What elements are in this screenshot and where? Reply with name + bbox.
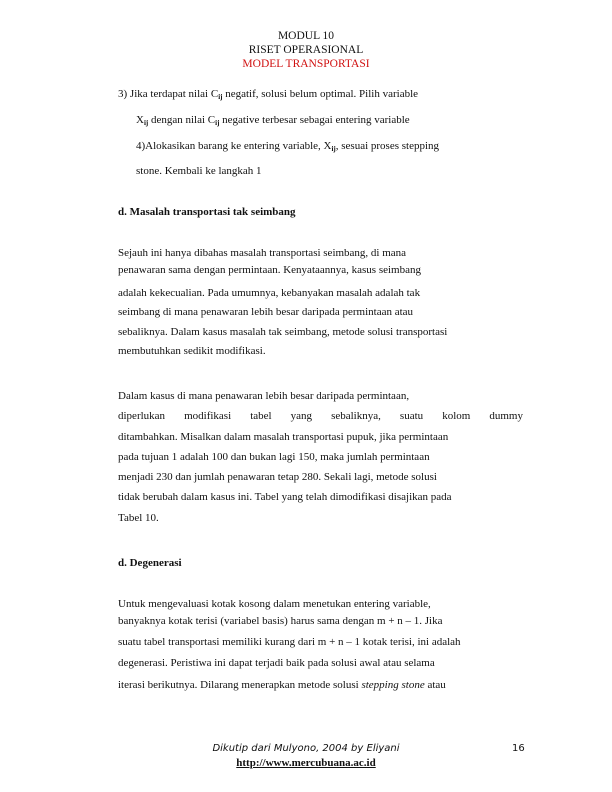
paragraph-line: degenerasi. Peristiwa ini dapat terjadi baik pada solusi awal atau selama (118, 657, 435, 669)
paragraph-line: Tabel 10. (118, 512, 159, 524)
footer-credit: Dikutip dari Mulyono, 2004 by Eliyani (212, 743, 400, 754)
paragraph-line: Sejauh ini hanya dibahas masalah transportasi seimbang, di mana (118, 247, 407, 259)
section-heading-degeneracy: d. Degenerasi (118, 557, 182, 569)
footer-url-link[interactable]: http://www.mercubuana.ac.id (236, 757, 376, 769)
step3-line1: 3) Jika terdapat nilai Cij negatif, solusi belum optimal. Pilih variable (118, 88, 419, 101)
paragraph-line: banyaknya kotak terisi (variabel basis) harus sama dengan m + n – 1. Jika (118, 615, 443, 627)
section-heading-unbalanced: d. Masalah transportasi tak seimbang (118, 206, 296, 218)
module-title: MODUL 10 (277, 30, 335, 42)
paragraph-line: Untuk mengevaluasi kotak kosong dalam menetukan entering variable, (118, 598, 431, 610)
course-title: RISET OPERASIONAL (248, 44, 364, 56)
paragraph-line: menjadi 230 dan jumlah penawaran tetap 280. Sekali lagi, metode solusi (118, 471, 437, 483)
paragraph-line: suatu tabel transportasi memiliki kurang dari m + n – 1 kotak terisi, ini adalah (118, 636, 461, 648)
paragraph-line: sebaliknya. Dalam kasus masalah tak seimbang, metode solusi transportasi (118, 326, 448, 338)
paragraph-line: tidak berubah dalam kasus ini. Tabel yang telah dimodifikasi disajikan pada (118, 491, 452, 503)
page-number: 16 (512, 743, 525, 754)
paragraph-line: seimbang di mana penawaran lebih besar daripada permintaan atau (118, 306, 414, 318)
paragraph-line: iterasi berikutnya. Dilarang menerapkan metode solusi stepping stone atau (118, 679, 446, 691)
paragraph-line: pada tujuan 1 adalah 100 dan bukan lagi 150, maka jumlah permintaan (118, 451, 430, 463)
paragraph-line: ditambahkan. Misalkan dalam masalah transportasi pupuk, jika permintaan (118, 431, 449, 443)
step4-line1: 4)Alokasikan barang ke entering variable, Xij, sesuai proses stepping (136, 140, 440, 153)
paragraph-line: membutuhkan sedikit modifikasi. (118, 345, 266, 357)
paragraph-line: penawaran sama dengan permintaan. Kenyataannya, kasus seimbang (118, 264, 421, 276)
chapter-title: MODEL TRANSPORTASI (242, 58, 370, 70)
step3-line2: Xij dengan nilai Cij negative terbesar sebagai entering variable (136, 114, 410, 127)
justified-line: diperlukan modifikasi tabel yang sebaliknya, suatu kolom dummy (118, 410, 523, 422)
paragraph-line: Dalam kasus di mana penawaran lebih besar daripada permintaan, (118, 390, 410, 402)
paragraph-line: adalah kekecualian. Pada umumnya, kebanyakan masalah adalah tak (118, 287, 421, 299)
step4-line2: stone. Kembali ke langkah 1 (136, 165, 262, 177)
